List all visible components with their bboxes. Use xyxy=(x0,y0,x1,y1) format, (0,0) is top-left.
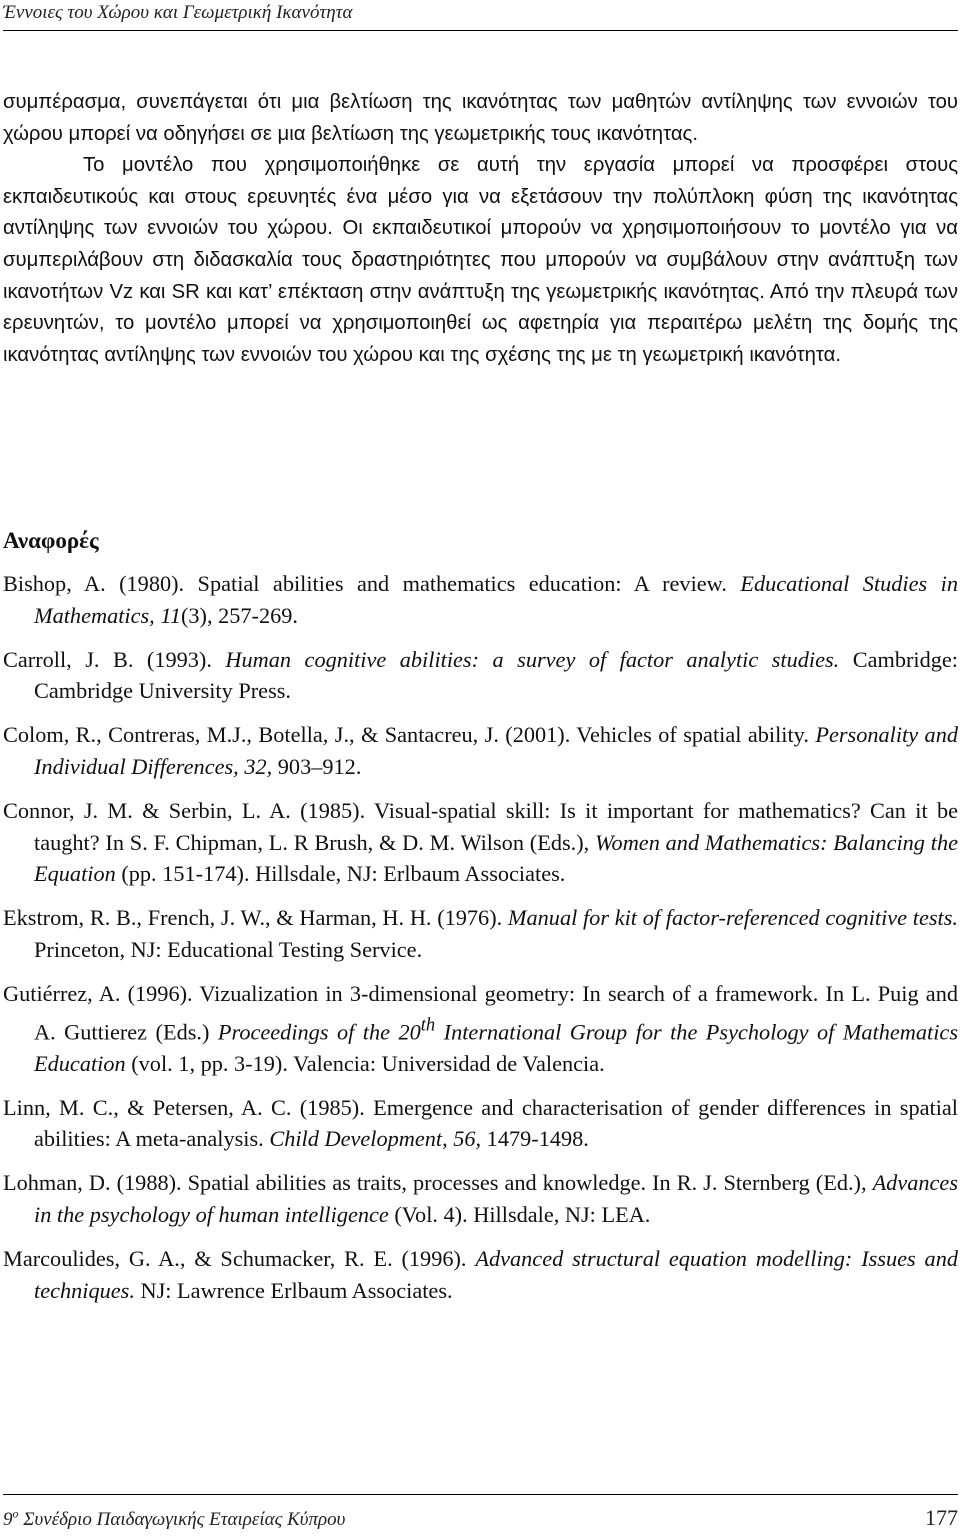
reference-item: Gutiérrez, A. (1996). Vizualization in 3-dimensional geometry: In search of a framework. In L. Puig and A. Guttierez (Eds.) Proceedings of the 20th International Group for the Psychology of Mathematics Education (vol. 1, pp. 3-19). Valencia: Universidad de Valencia. xyxy=(3,981,959,1076)
paragraph: Το μοντέλο που χρησιμοποιήθηκε σε αυτή την εργασία μπορεί να προσφέρει στους εκπαιδευτικούς και στους ερευνητές ένα μέσο για να εξετάσουν την πολύπλοκη φύση της ικανότητας αντίληψης των εννοιών του χώρου. Οι εκπαιδευτικοί μπορούν να χρησιμοποιήσουν το μοντέλο για να συμπεριλάβουν στη διδασκαλία τους δραστηριότητες που μπορούν να συμβάλουν στην ανάπτυξη των ικανοτήτων Vz και SR και κατ’ επέκταση στην ανάπτυξη της γεωμετρικής ικανότητας. Από την πλευρά των ερευνητών, το μοντέλο μπορεί να χρησιμοποιηθεί ως αφετηρία για περαιτέρω μελέτη της δομής της ικανότητας αντίληψης των εννοιών του χώρου και της σχέσης της με τη γεωμετρική ικανότητα. xyxy=(3,154,958,366)
running-header: Έννοιες του Χώρου και Γεωμετρική Ικανότητα xyxy=(3,2,958,31)
footer-conference: $9^o$ Συνέδριο Παιδαγωγικής Εταιρείας Κύπρου xyxy=(3,1507,346,1531)
reference-item: Bishop, A. (1980). Spatial abilities and mathematics education: A review. Educational Studies in Mathematics, 11(3), 257-269. xyxy=(3,571,958,628)
reference-item: Colom, R., Contreras, M.J., Botella, J., & Santacreu, J. (2001). Vehicles of spatial ability. Personality and Individual Differences, 32, 903–912. xyxy=(3,722,958,779)
reference-item: Carroll, J. B. (1993). Human cognitive abilities: a survey of factor analytic studies. Cambridge: Cambridge University Press. xyxy=(3,646,958,704)
reference-item: Connor, J. M. & Serbin, L. A. (1985). Visual-spatial skill: Is it important for mathematics? Can it be taught? In S. F. Chipman, L. R Brush, & D. M. Wilson (Eds.), Women and Mathematics: Balancing the Equation (pp. 151-174). Hillsdale, NJ: Erlbaum Associates. xyxy=(3,798,958,887)
paragraph: συμπέρασμα, συνεπάγεται ότι μια βελτίωση της ικανότητας των μαθητών αντίληψης των εννοιών του χώρου μπορεί να οδηγήσει σε μια βελτίωση της γεωμετρικής τους ικανότητας. xyxy=(3,91,958,145)
page-footer xyxy=(3,1494,958,1531)
page-number: 177 xyxy=(925,1505,958,1530)
references-list xyxy=(3,568,958,1319)
reference-item: Linn, M. C., & Petersen, A. C. (1985). Emergence and characterisation of gender differences in spatial abilities: A meta-analysis. Child Development, 56, 1479-1498. xyxy=(3,1094,958,1152)
reference-item: Lohman, D. (1988). Spatial abilities as traits, processes and knowledge. In R. J. Sternberg (Ed.), Advances in the psychology of human intelligence (Vol. 4). Hillsdale, NJ: LEA. xyxy=(3,1170,958,1228)
reference-item: Ekstrom, R. B., French, J. W., & Harman, H. H. (1976). Manual for kit of factor-referenced cognitive tests. Princeton, NJ: Educational Testing Service. xyxy=(3,905,958,962)
reference-item: Marcoulides, G. A., & Schumacker, R. E. (1996). Advanced structural equation modelling: Issues and techniques. NJ: Lawrence Erlbaum Associates. xyxy=(3,1246,958,1303)
body-text xyxy=(3,87,958,371)
references-heading: Αναφορές xyxy=(3,528,99,553)
